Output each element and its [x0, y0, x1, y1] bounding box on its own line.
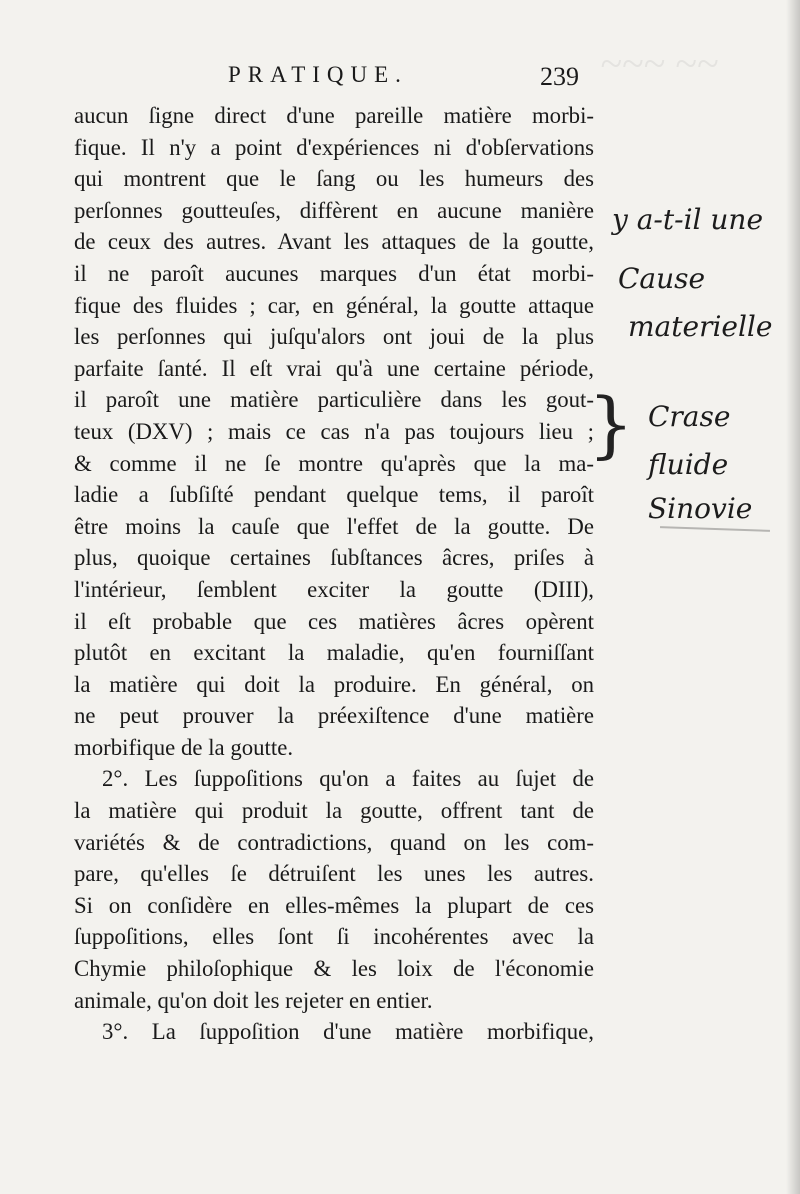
text-line: pare, qu'elles ſe détruiſent les unes les autres.: [74, 861, 594, 887]
text-line: perſonnes goutteuſes, diffèrent en aucune manière: [74, 197, 594, 223]
text-line: parfaite ſanté. Il eſt vrai qu'à une certaine période,: [74, 355, 594, 381]
text-line: ladie a ſubſiſté pendant quelque tems, il paroît: [74, 482, 594, 508]
handwritten-note: Cause: [618, 262, 706, 295]
text-line: fique des fluides ; car, en général, la goutte attaque: [74, 292, 594, 318]
running-head: PRATIQUE.: [228, 62, 408, 87]
text-line: 2°. Les ſuppoſitions qu'on a faites au ſujet de: [102, 766, 594, 792]
handwritten-note: Crase: [648, 400, 731, 433]
text-line: plutôt en excitant la maladie, qu'en fourniſſant: [74, 640, 594, 666]
text-line: l'intérieur, ſemblent exciter la goutte (DIII),: [74, 576, 594, 602]
handwritten-underline: [660, 526, 770, 532]
text-line: morbifique de la goutte.: [74, 734, 294, 760]
text-line: aucun ſigne direct d'une pareille matière morbi-: [74, 103, 594, 128]
text-line: Chymie philoſophique & les loix de l'économie: [74, 956, 594, 982]
text-line: la matière qui produit la goutte, offrent tant de: [74, 798, 594, 824]
handwritten-note: materielle: [628, 310, 773, 343]
text-line: fique. Il n'y a point d'expériences ni d'obſervations: [74, 134, 594, 160]
text-line: Si on conſidère en elles-mêmes la plupart de ces: [74, 892, 594, 918]
text-line: il paroît une matière particulière dans les gout-: [74, 387, 594, 413]
handwritten-note: y a-t-il une: [612, 203, 764, 236]
page-number: 239: [540, 62, 579, 91]
text-line: de ceux des autres. Avant les attaques de la goutte,: [74, 229, 594, 255]
handwritten-brace: }: [588, 382, 634, 466]
text-line: être moins la cauſe que l'effet de la goutte. De: [74, 513, 594, 539]
handwritten-note: Sinovie: [648, 492, 753, 525]
text-line: qui montrent que le ſang ou les humeurs des: [74, 166, 594, 192]
text-line: & comme il ne ſe montre qu'après que la ma-: [74, 450, 594, 476]
show-through-text: ~~~ ~~: [600, 41, 719, 86]
text-line: ne peut prouver la préexiſtence d'une matière: [74, 703, 594, 729]
text-line: variétés & de contradictions, quand on les com-: [74, 829, 594, 855]
text-line: les perſonnes qui juſqu'alors ont joui de la plus: [74, 324, 594, 350]
body-text: [74, 100, 594, 1048]
text-line: 3°. La ſuppoſition d'une matière morbifique,: [102, 1019, 594, 1045]
handwritten-note: fluide: [648, 448, 729, 481]
text-line: il ne paroît aucunes marques d'un état morbi-: [74, 260, 594, 286]
text-line: teux (DXV) ; mais ce cas n'a pas toujours lieu ;: [74, 418, 594, 444]
text-line: plus, quoique certaines ſubſtances âcres, priſes à: [74, 545, 594, 571]
text-line: il eſt probable que ces matières âcres opèrent: [74, 608, 594, 634]
text-line: ſuppoſitions, elles ſont ſi incohérentes avec la: [74, 924, 594, 950]
text-line: la matière qui doit la produire. En général, on: [74, 671, 594, 697]
page-edge-shadow: [786, 0, 800, 1194]
text-line: animale, qu'on doit les rejeter en entier.: [74, 987, 433, 1013]
